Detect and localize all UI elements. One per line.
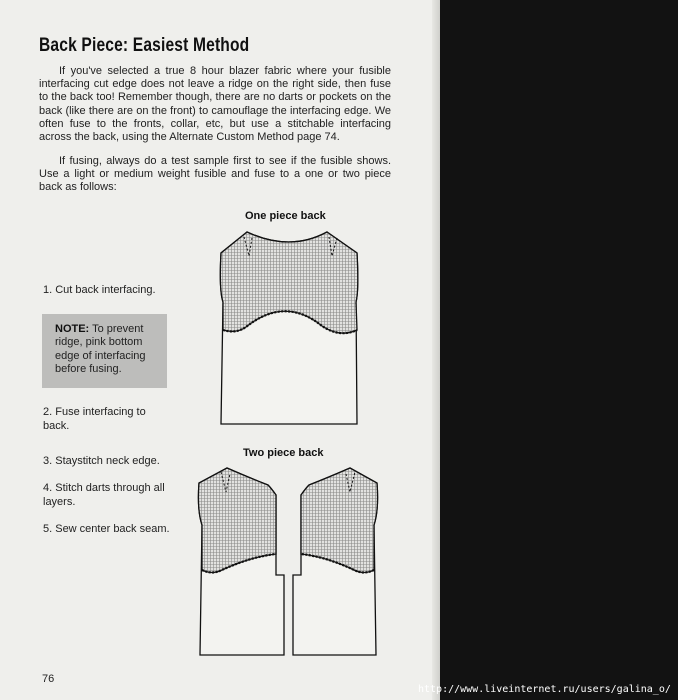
two-piece-left-diagram [198, 468, 284, 655]
note-text: To prevent ridge, pink bottom edge of interfacing before fusing. [55, 323, 146, 376]
two-piece-back-title: Two piece back [243, 447, 324, 459]
one-piece-back-diagram [220, 232, 357, 424]
one-piece-back-title: One piece back [245, 210, 326, 222]
intro-paragraph: If you've selected a true 8 hour blazer fabric where your fusible interfacing cut edge does not leave a ridge on the right side, then fuse to the back too! Remember though, there are no darts or pockets on the back (like there are on the front) to camouflage the interfacing edge. We often fuse to the fronts, collar, etc, but use a stitchable interfacing across the back, using the Alternate Custom Method page 74. [39, 65, 391, 144]
step-2: 2. Fuse interfacing to back. [43, 406, 146, 432]
page-title: Back Piece: Easiest Method [39, 35, 250, 56]
step-5: 5. Sew center back seam. [43, 523, 170, 535]
fusing-paragraph: If fusing, always do a test sample first to see if the fusible shows. Use a light or medium weight fusible and fuse to a one or two piece back as follows: [39, 155, 391, 194]
note-label: NOTE: [55, 323, 90, 335]
page-number: 76 [42, 673, 55, 685]
step-4: 4. Stitch darts through all layers. [43, 482, 165, 508]
step-1: 1. Cut back interfacing. [43, 284, 156, 296]
step-3: 3. Staystitch neck edge. [43, 455, 160, 467]
source-watermark: http://www.liveinternet.ru/users/galina_o/ [418, 684, 671, 695]
two-piece-right-diagram [293, 468, 378, 655]
